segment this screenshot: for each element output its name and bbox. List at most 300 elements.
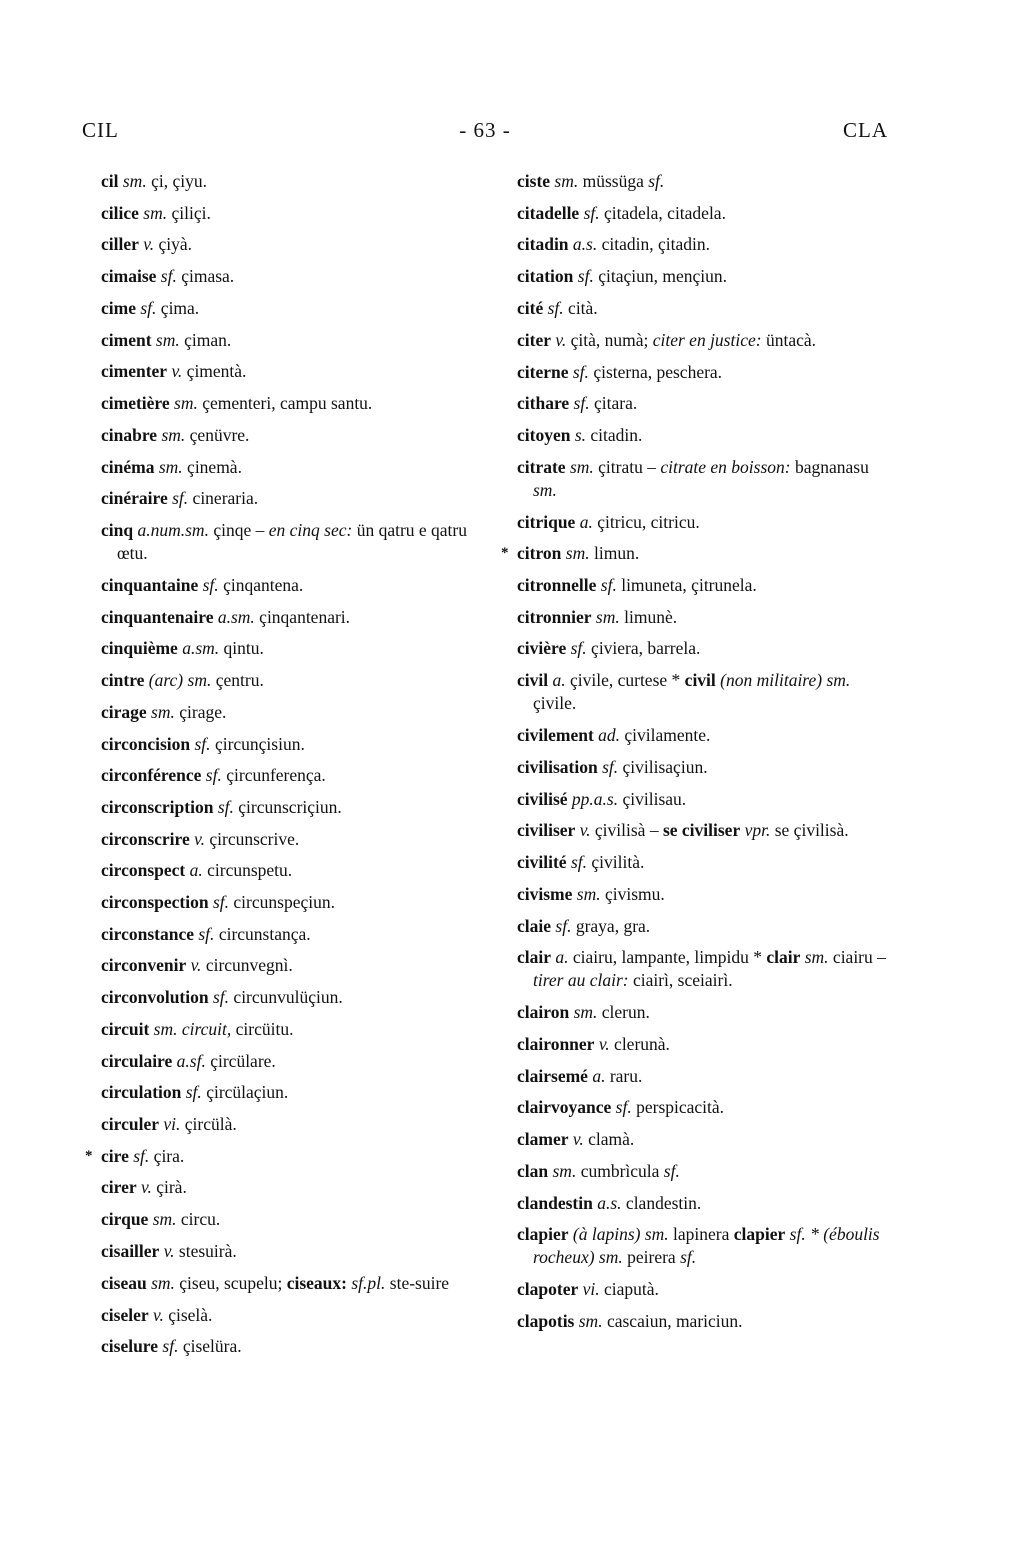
translation: cineraria.	[192, 488, 259, 509]
grammar-label: sf.	[133, 1145, 150, 1166]
translation: ün qatru e qatru œtu.	[117, 520, 467, 564]
grammar-label: (non militaire) sm.	[720, 670, 851, 691]
grammar-label: sm.	[576, 883, 601, 904]
dictionary-entry	[101, 729, 473, 761]
grammar-label: sf.	[577, 266, 594, 287]
headword: ciselure	[101, 1336, 159, 1357]
translation: çinqe –	[213, 520, 265, 541]
dictionary-entry	[517, 325, 894, 357]
headword: clairsemé	[517, 1065, 588, 1086]
dictionary-entry	[517, 229, 894, 261]
headword: cinquantaine	[101, 575, 199, 596]
dictionary-entry	[101, 760, 473, 792]
translation: ciaputà.	[604, 1279, 659, 1300]
headword: clamer	[517, 1129, 569, 1150]
dictionary-entry	[101, 792, 473, 824]
running-head-left: CIL	[82, 118, 119, 142]
translation: ste-suire	[389, 1272, 450, 1293]
headword: civilité	[517, 852, 567, 873]
headword: civiliser	[517, 820, 576, 841]
headword: clairvoyance	[517, 1097, 612, 1118]
headword: citer	[517, 329, 551, 350]
translation: üntacà.	[765, 329, 817, 350]
translation: clandestin.	[625, 1192, 702, 1213]
headword: cire	[101, 1145, 129, 1166]
dictionary-entry	[101, 1236, 473, 1268]
dictionary-entry	[517, 997, 894, 1029]
grammar-label: sf.	[573, 393, 590, 414]
headword: cité	[517, 297, 544, 318]
translation: limuneta, çitrunela.	[621, 575, 757, 596]
grammar-label: sf.	[615, 1097, 632, 1118]
translation: çenüvre.	[189, 424, 250, 445]
grammar-label: sm.	[554, 171, 579, 191]
translation: raru.	[609, 1065, 643, 1086]
dictionary-entry	[101, 483, 473, 515]
grammar-label: sf.	[648, 171, 665, 191]
headword: ciller	[101, 234, 139, 255]
grammar-label: pp.a.s.	[571, 788, 619, 809]
dictionary-entry	[101, 633, 473, 665]
translation: bagnanasu	[795, 456, 869, 477]
translation: clamà.	[588, 1129, 635, 1150]
dictionary-entry	[517, 293, 894, 325]
headword: cithare	[517, 393, 570, 414]
grammar-label: sm.	[161, 424, 186, 445]
headword: clairon	[517, 1002, 570, 1023]
grammar-label: citrate en boisson:	[660, 456, 791, 477]
grammar-label: sf.	[547, 297, 564, 318]
headword: circonférence	[101, 765, 202, 786]
dictionary-entry	[101, 602, 473, 634]
grammar-label: sf.	[140, 297, 157, 318]
translation: çentru.	[215, 670, 264, 691]
translation: citadin, çitadin.	[601, 234, 710, 255]
translation: çitara.	[593, 393, 638, 414]
grammar-label: a.	[592, 1065, 606, 1086]
page-number: - 63 -	[459, 118, 511, 142]
grammar-label: a.sm.	[182, 638, 220, 659]
headword: cinquième	[101, 638, 178, 659]
grammar-label: sf.	[583, 202, 600, 223]
dictionary-entry	[101, 420, 473, 452]
grammar-label: tirer au clair:	[533, 970, 629, 991]
grammar-label: sf.	[202, 575, 219, 596]
grammar-label: sm.	[122, 171, 147, 191]
translation: çinemà.	[187, 456, 242, 477]
headword: clair	[517, 947, 552, 968]
asterisk-mark: *	[85, 1147, 93, 1164]
grammar-label: a.num.sm.	[137, 520, 209, 541]
headword: cirage	[101, 701, 147, 722]
grammar-label: sf.	[680, 1247, 697, 1268]
dictionary-entry	[101, 325, 473, 357]
dictionary-entry	[517, 942, 894, 997]
grammar-label: sm.	[595, 606, 620, 627]
translation: çircunçisiun.	[214, 733, 305, 754]
translation: çivile.	[533, 693, 577, 714]
headword: circonvenir	[101, 955, 187, 976]
grammar-label: sm.	[143, 202, 168, 223]
translation: çitaçiun, mençiun.	[598, 266, 727, 287]
grammar-label: s.	[574, 424, 587, 445]
grammar-label: sf.	[160, 266, 177, 287]
grammar-label: ad.	[598, 725, 621, 746]
grammar-label: v.	[163, 1240, 175, 1261]
dictionary-entry	[101, 261, 473, 293]
dictionary-entry	[101, 1300, 473, 1332]
dictionary-entry	[517, 388, 894, 420]
translation: çircülà.	[184, 1113, 237, 1134]
dictionary-entry	[517, 911, 894, 943]
grammar-label: v.	[598, 1034, 610, 1055]
translation: qintu.	[223, 638, 264, 659]
grammar-label: v.	[152, 1304, 164, 1325]
grammar-label: sm.	[573, 1002, 598, 1023]
headword: civière	[517, 638, 567, 659]
grammar-label: a.s.	[572, 234, 598, 255]
grammar-label: (à lapins) sm.	[572, 1224, 669, 1245]
headword: circuit	[101, 1018, 150, 1039]
headword: ciste	[517, 171, 551, 191]
headword: cimenter	[101, 361, 168, 382]
dictionary-entry	[517, 198, 894, 230]
headword: claironner	[517, 1034, 595, 1055]
translation: müssüga	[582, 171, 644, 191]
translation: peirera	[627, 1247, 676, 1268]
headword: circonspection	[101, 892, 209, 913]
headword: citadin	[517, 234, 569, 255]
dictionary-entry	[101, 887, 473, 919]
dictionary-entry	[517, 166, 894, 198]
headword: ciment	[101, 329, 152, 350]
translation: çima.	[160, 297, 200, 318]
headword: citoyen	[517, 424, 571, 445]
translation: circunstança.	[218, 923, 311, 944]
dictionary-entry	[101, 1077, 473, 1109]
headword: circuler	[101, 1113, 159, 1134]
translation: çircunscrive.	[209, 828, 300, 849]
headword: clapier	[517, 1224, 569, 1245]
grammar-label: sf.	[217, 796, 234, 817]
left-column	[85, 166, 473, 1363]
dictionary-entry	[517, 1219, 894, 1274]
grammar-label: v.	[171, 361, 183, 382]
headword: civilement	[517, 725, 594, 746]
dictionary-entry	[517, 1029, 894, 1061]
dictionary-entry	[101, 1268, 473, 1300]
grammar-label: sm.	[152, 1209, 177, 1230]
translation: clerunà.	[614, 1034, 670, 1055]
headword: cirque	[101, 1209, 149, 1230]
translation: clerun.	[601, 1002, 650, 1023]
translation: çitratu –	[598, 456, 656, 477]
grammar-label: sf.	[185, 1082, 202, 1103]
headword: cilice	[101, 202, 139, 223]
dictionary-entry	[517, 420, 894, 452]
dictionary-entry	[517, 1156, 894, 1188]
headword: citronnelle	[517, 575, 597, 596]
dictionary-entry	[517, 357, 894, 389]
grammar-label: sf.	[162, 1336, 179, 1357]
grammar-label: sm.	[151, 1272, 175, 1293]
headword: cirer	[101, 1177, 137, 1198]
translation: çi, çiyu.	[151, 171, 207, 191]
headword: circonvolution	[101, 987, 209, 1008]
grammar-label: sm.	[153, 1018, 178, 1039]
grammar-label: v.	[141, 1177, 152, 1198]
translation: çinqantena.	[223, 575, 304, 596]
headword: civil	[684, 670, 716, 691]
dictionary-entry	[101, 919, 473, 951]
headword: cimaise	[101, 266, 157, 287]
grammar-label: circuit,	[181, 1018, 232, 1039]
grammar-label: sf.	[198, 923, 215, 944]
grammar-label: sf.	[602, 756, 619, 777]
translation: çiviera, barrela.	[591, 638, 701, 659]
grammar-label: sm.	[804, 947, 829, 968]
translation: çimasa.	[181, 266, 235, 287]
dictionary-entry	[101, 1046, 473, 1078]
grammar-label: a.sf.	[176, 1050, 206, 1071]
headword: cinabre	[101, 424, 158, 445]
dictionary-entry	[517, 1188, 894, 1220]
headword: citerne	[517, 361, 569, 382]
dictionary-entry	[501, 538, 894, 570]
headword: clapoter	[517, 1279, 579, 1300]
grammar-label: sf.	[212, 987, 230, 1008]
translation: stesuirà.	[178, 1240, 237, 1261]
grammar-label: v.	[143, 234, 155, 255]
headword: ciseler	[101, 1304, 149, 1325]
dictionary-entry	[517, 815, 894, 847]
translation: circunvulüçiun.	[233, 987, 343, 1008]
translation: çiselüra.	[182, 1336, 242, 1357]
grammar-label: sm.	[578, 1310, 603, 1331]
headword: cintre	[101, 670, 145, 691]
headword: citrique	[517, 511, 576, 532]
grammar-label: sf. *	[789, 1224, 819, 1245]
translation: çivismu.	[604, 883, 665, 904]
dictionary-entry	[101, 388, 473, 420]
translation: circunvegnì.	[205, 955, 293, 976]
grammar-label: (éboulis rocheux) sm.	[533, 1224, 880, 1268]
grammar-label: vpr.	[744, 820, 771, 841]
grammar-label: en cinq sec:	[268, 520, 353, 541]
grammar-label: v.	[190, 955, 202, 976]
translation: ciairì, sceiairì.	[632, 970, 733, 991]
headword: ciseau	[101, 1272, 147, 1293]
translation: çimentà.	[186, 361, 247, 382]
translation: çiliçi.	[171, 202, 211, 223]
grammar-label: sf.	[194, 733, 211, 754]
grammar-label: a.	[579, 511, 593, 532]
headword: circonscription	[101, 796, 214, 817]
headword: cimetière	[101, 392, 170, 413]
headword: citadelle	[517, 202, 580, 223]
headword: clandestin	[517, 1192, 593, 1213]
running-head-right: CLA	[843, 118, 888, 142]
translation: çivilisau.	[622, 788, 687, 809]
dictionary-entry	[517, 1124, 894, 1156]
dictionary-entry	[101, 515, 473, 570]
grammar-label: sf.	[205, 765, 222, 786]
dictionary-entry	[517, 752, 894, 784]
headword: civisme	[517, 883, 573, 904]
translation: çinqantenari.	[259, 606, 351, 627]
dictionary-entry	[517, 261, 894, 293]
right-column	[501, 166, 894, 1338]
dictionary-entry	[517, 633, 894, 665]
grammar-label: sm.	[533, 479, 557, 500]
grammar-label: v.	[194, 828, 205, 849]
grammar-label: sf.pl.	[351, 1272, 386, 1293]
grammar-label: sm.	[158, 456, 183, 477]
translation: çirà.	[156, 1177, 187, 1198]
dictionary-entry	[517, 602, 894, 634]
dictionary-entry	[101, 855, 473, 887]
headword: circonscrire	[101, 828, 190, 849]
headword: circoncision	[101, 733, 191, 754]
headword: clapotis	[517, 1310, 575, 1331]
translation: çiyà.	[158, 234, 193, 255]
dictionary-entry	[101, 697, 473, 729]
translation: çiseu, scupelu;	[179, 1272, 283, 1293]
headword: cinquantenaire	[101, 606, 214, 627]
headword: circulaire	[101, 1050, 173, 1071]
grammar-label: sf.	[570, 852, 587, 873]
headword: citron	[517, 543, 562, 564]
translation: se çivilisà.	[774, 820, 849, 841]
translation: çivilisà –	[594, 820, 659, 841]
headword: civilisé	[517, 788, 568, 809]
translation: çitricu, citricu.	[597, 511, 700, 532]
dictionary-entry	[101, 198, 473, 230]
headword: cime	[101, 297, 136, 318]
headword: civil	[517, 670, 549, 691]
translation: ciairu, lampante, limpidu *	[572, 947, 762, 968]
grammar-label: sm.	[174, 392, 198, 413]
translation: çivilamente.	[624, 725, 711, 746]
grammar-label: sm.	[552, 1160, 577, 1181]
asterisk-mark: *	[501, 545, 509, 562]
translation: çirage.	[179, 701, 227, 722]
grammar-label: (arc) sm.	[148, 670, 212, 691]
translation: cità.	[568, 297, 598, 318]
translation: çircunferença.	[226, 765, 326, 786]
translation: çira.	[153, 1145, 185, 1166]
translation: lapinera	[673, 1224, 730, 1245]
headword: civilisation	[517, 756, 598, 777]
translation: çircunscriçiun.	[238, 796, 342, 817]
dictionary-entry	[101, 452, 473, 484]
dictionary-entry	[101, 570, 473, 602]
grammar-label: sf.	[212, 892, 230, 913]
grammar-label: a.	[552, 670, 566, 691]
headword: clair	[766, 947, 801, 968]
dictionary-entry	[101, 1172, 473, 1204]
dictionary-entry	[101, 824, 473, 856]
dictionary-entry	[101, 166, 473, 198]
dictionary-entry	[517, 570, 894, 602]
dictionary-entry	[101, 950, 473, 982]
translation: graya, gra.	[575, 915, 651, 936]
headword: cinéma	[101, 456, 155, 477]
translation: çivilità.	[591, 852, 645, 873]
translation: çivilisaçiun.	[622, 756, 708, 777]
dictionary-entry	[101, 665, 473, 697]
dictionary-entry	[101, 1109, 473, 1141]
grammar-label: sm.	[151, 701, 175, 722]
translation: circunspeçiun.	[233, 892, 335, 913]
translation: limunè.	[624, 606, 678, 627]
headword: circonspect	[101, 860, 186, 881]
grammar-label: v.	[579, 820, 591, 841]
grammar-label: sm.	[565, 543, 590, 564]
dictionary-entry	[101, 229, 473, 261]
dictionary-entry	[101, 982, 473, 1014]
translation: çircülare.	[210, 1050, 276, 1071]
dictionary-entry	[101, 356, 473, 388]
dictionary-entry	[517, 1061, 894, 1093]
translation: çircülaçiun.	[206, 1082, 289, 1103]
grammar-label: a.	[555, 947, 569, 968]
translation: çisterna, peschera.	[593, 361, 723, 382]
dictionary-entry	[101, 1204, 473, 1236]
dictionary-entry	[517, 879, 894, 911]
grammar-label: sf.	[555, 915, 572, 936]
grammar-label: a.	[189, 860, 203, 881]
translation: circu.	[180, 1209, 221, 1230]
headword: claie	[517, 915, 552, 936]
grammar-label: sm.	[155, 329, 180, 350]
headword: cinq	[101, 520, 134, 541]
grammar-label: a.s.	[597, 1192, 622, 1213]
dictionary-entry	[517, 1274, 894, 1306]
translation: çivile, curtese *	[569, 670, 681, 691]
translation: çità, numà;	[570, 329, 649, 350]
headword: cisailler	[101, 1240, 160, 1261]
dictionary-entry	[101, 293, 473, 325]
translation: limun.	[593, 543, 640, 564]
dictionary-entry	[517, 1306, 894, 1338]
dictionary-entry	[101, 1014, 473, 1046]
headword: clan	[517, 1160, 549, 1181]
grammar-label: v.	[555, 329, 567, 350]
translation: çementeri, campu santu.	[202, 392, 373, 413]
headword: se civiliser	[662, 820, 741, 841]
grammar-label: v.	[572, 1129, 584, 1150]
dictionary-entry	[517, 784, 894, 816]
dictionary-entry	[517, 1092, 894, 1124]
grammar-label: sf.	[172, 488, 189, 509]
translation: çiselà.	[168, 1304, 213, 1325]
grammar-label: sf.	[600, 575, 617, 596]
headword: citrate	[517, 456, 566, 477]
headword: citation	[517, 266, 574, 287]
grammar-label: citer en justice:	[652, 329, 762, 350]
translation: cascaiun, mariciun.	[606, 1310, 743, 1331]
grammar-label: vi.	[582, 1279, 600, 1300]
translation: circunspetu.	[207, 860, 293, 881]
grammar-label: sm.	[569, 456, 594, 477]
dictionary-entry	[517, 507, 894, 539]
headword: cinéraire	[101, 488, 168, 509]
translation: circüitu.	[235, 1018, 294, 1039]
headword: cil	[101, 171, 119, 191]
dictionary-entry	[101, 1331, 473, 1363]
grammar-label: sf.	[570, 638, 587, 659]
